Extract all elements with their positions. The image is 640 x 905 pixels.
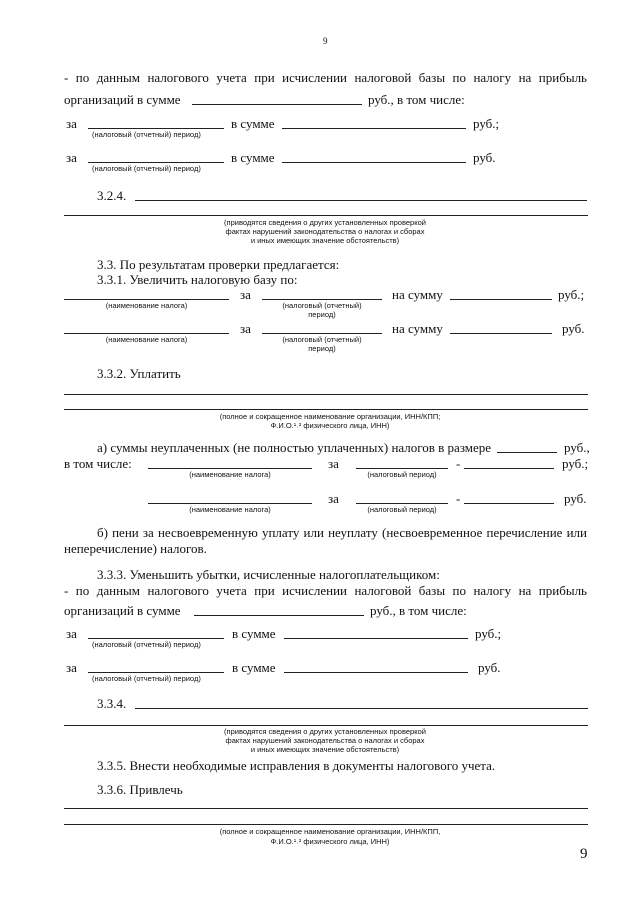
period-caption: (налоговый (отчетный) период)	[92, 674, 201, 683]
tax-name-field-line[interactable]	[64, 333, 229, 334]
rub-label: руб.	[564, 491, 587, 506]
rub-label: руб.,	[564, 440, 590, 455]
page-number-top: 9	[323, 36, 328, 46]
period-field-line[interactable]	[88, 638, 224, 639]
period-caption-1: (налоговый (отчетный)	[282, 301, 362, 310]
details-caption-2: фактах нарушений законодательства о налогах и сборах	[225, 227, 425, 236]
period-caption: (налоговый (отчетный) период)	[92, 640, 201, 649]
on-sum-label: на сумму	[392, 287, 443, 302]
section-3-3-3-title: 3.3.3. Уменьшить убытки, исчисленные налогоплательщиком:	[97, 567, 440, 582]
payer-caption-1: (полное и сокращенное наименование организации, ИНН/КПП;	[219, 412, 441, 421]
section-3-3-title: 3.3. По результатам проверки предлагается:	[97, 257, 340, 272]
tax-period-field-line[interactable]	[356, 503, 448, 504]
sum-rub-label: руб., в том числе:	[370, 603, 467, 618]
payer-field-line[interactable]	[64, 394, 588, 395]
details-caption-3: и иных имеющих значение обстоятельств)	[250, 236, 400, 245]
period-caption: (налоговый (отчетный) период)	[92, 164, 201, 173]
rub-label: руб.;	[562, 456, 589, 471]
sum-field-line[interactable]	[192, 104, 362, 105]
in-sum-label: в сумме	[231, 116, 275, 131]
details-caption-1: (приводятся сведения о других установленных проверкой	[224, 218, 426, 227]
rub-label: руб.	[473, 150, 496, 165]
za-label: за	[328, 456, 339, 471]
including-label: в том числе:	[64, 456, 132, 471]
tax-period-field-line[interactable]	[356, 468, 448, 469]
sum-field-line[interactable]	[194, 615, 364, 616]
profit-tax-line: - по данным налогового учета при исчислении налоговой базы по налогу на прибыль	[64, 583, 587, 598]
on-sum-field-line[interactable]	[450, 299, 552, 300]
in-sum-label: в сумме	[232, 626, 276, 641]
amount-field-line[interactable]	[464, 468, 554, 469]
page-number-bottom: 9	[580, 846, 588, 862]
period-field-line[interactable]	[262, 299, 382, 300]
tax-name-caption: (наименование налога)	[189, 505, 271, 514]
sum-rub-label: руб., в том числе:	[368, 92, 465, 107]
tax-name-field-line[interactable]	[64, 299, 229, 300]
tax-name-caption: (наименование налога)	[105, 301, 188, 310]
liable-field-line[interactable]	[64, 808, 588, 809]
profit-tax-line: - по данным налогового учета при исчислении налоговой базы по налогу на прибыль	[64, 70, 587, 85]
tax-period-caption: (налоговый период)	[367, 470, 437, 479]
details-caption-1: (приводятся сведения о других установленных проверкой	[224, 727, 426, 736]
period-za-label: за	[66, 116, 77, 131]
unpaid-taxes-label: а) суммы неуплаченных (не полностью уплаченных) налогов в размере	[97, 440, 492, 455]
period-caption: (налоговый (отчетный) период)	[92, 130, 201, 139]
in-sum-label: в сумме	[231, 150, 275, 165]
tax-name-field-line[interactable]	[148, 503, 312, 504]
payer-field-line-2[interactable]	[64, 409, 588, 410]
section-3-3-1-title: 3.3.1. Увеличить налоговую базу по:	[97, 272, 298, 287]
section-3-3-6-label: 3.3.6. Привлечь	[97, 782, 183, 797]
details-field-line[interactable]	[135, 708, 588, 709]
rub-label: руб.;	[475, 626, 502, 641]
rub-label: руб.;	[473, 116, 500, 131]
liable-caption-2: Ф.И.О.¹˒² физического лица, ИНН)	[270, 837, 390, 846]
dash-label: -	[456, 456, 461, 471]
penalty-line-2: неперечисление) налогов.	[64, 541, 207, 556]
rub-label: руб.;	[558, 287, 585, 302]
sum-label: организаций в сумме	[64, 92, 181, 107]
in-sum-field-line[interactable]	[284, 638, 468, 639]
period-field-line[interactable]	[88, 162, 224, 163]
period-caption-1: (налоговый (отчетный)	[282, 335, 362, 344]
period-za-label: за	[66, 150, 77, 165]
details-caption-3: и иных имеющих значение обстоятельств)	[250, 745, 400, 754]
period-caption-2: период)	[308, 344, 336, 353]
period-caption-2: период)	[308, 310, 336, 319]
in-sum-field-line[interactable]	[282, 162, 466, 163]
in-sum-field-line[interactable]	[284, 672, 468, 673]
on-sum-label: на сумму	[392, 321, 443, 336]
details-field-line-2[interactable]	[64, 725, 588, 726]
liable-caption-1: (полное и сокращенное наименование организации, ИНН/КПП,	[219, 827, 441, 836]
period-field-line[interactable]	[88, 672, 224, 673]
sum-label: организаций в сумме	[64, 603, 181, 618]
in-sum-label: в сумме	[232, 660, 276, 675]
rub-label: руб.	[562, 321, 585, 336]
za-label: за	[240, 287, 251, 302]
period-za-label: за	[66, 626, 77, 641]
details-field-line[interactable]	[135, 200, 587, 201]
dash-label: -	[456, 491, 461, 506]
tax-period-caption: (налоговый период)	[367, 505, 437, 514]
tax-name-caption: (наименование налога)	[189, 470, 271, 479]
section-3-3-2-label: 3.3.2. Уплатить	[97, 366, 181, 381]
period-field-line[interactable]	[88, 128, 224, 129]
on-sum-field-line[interactable]	[450, 333, 552, 334]
liable-field-line-2[interactable]	[64, 824, 588, 825]
tax-name-field-line[interactable]	[148, 468, 312, 469]
details-caption-2: фактах нарушений законодательства о налогах и сборах	[225, 736, 425, 745]
section-3-3-5-text: 3.3.5. Внести необходимые исправления в документы налогового учета.	[97, 758, 496, 773]
za-label: за	[240, 321, 251, 336]
unpaid-sum-field-line[interactable]	[497, 452, 557, 453]
tax-name-caption: (наименование налога)	[105, 335, 188, 344]
section-3-3-4-label: 3.3.4.	[97, 696, 127, 711]
in-sum-field-line[interactable]	[282, 128, 466, 129]
period-field-line[interactable]	[262, 333, 382, 334]
amount-field-line[interactable]	[464, 503, 554, 504]
za-label: за	[328, 491, 339, 506]
rub-label: руб.	[478, 660, 501, 675]
section-3-2-4-label: 3.2.4.	[97, 188, 127, 203]
penalty-line-1: б) пени за несвоевременную уплату или неуплату (несвоевременное перечисление или	[97, 525, 587, 540]
details-field-line-2[interactable]	[64, 215, 588, 216]
period-za-label: за	[66, 660, 77, 675]
payer-caption-2: Ф.И.О.¹˒² физического лица, ИНН)	[270, 421, 390, 430]
